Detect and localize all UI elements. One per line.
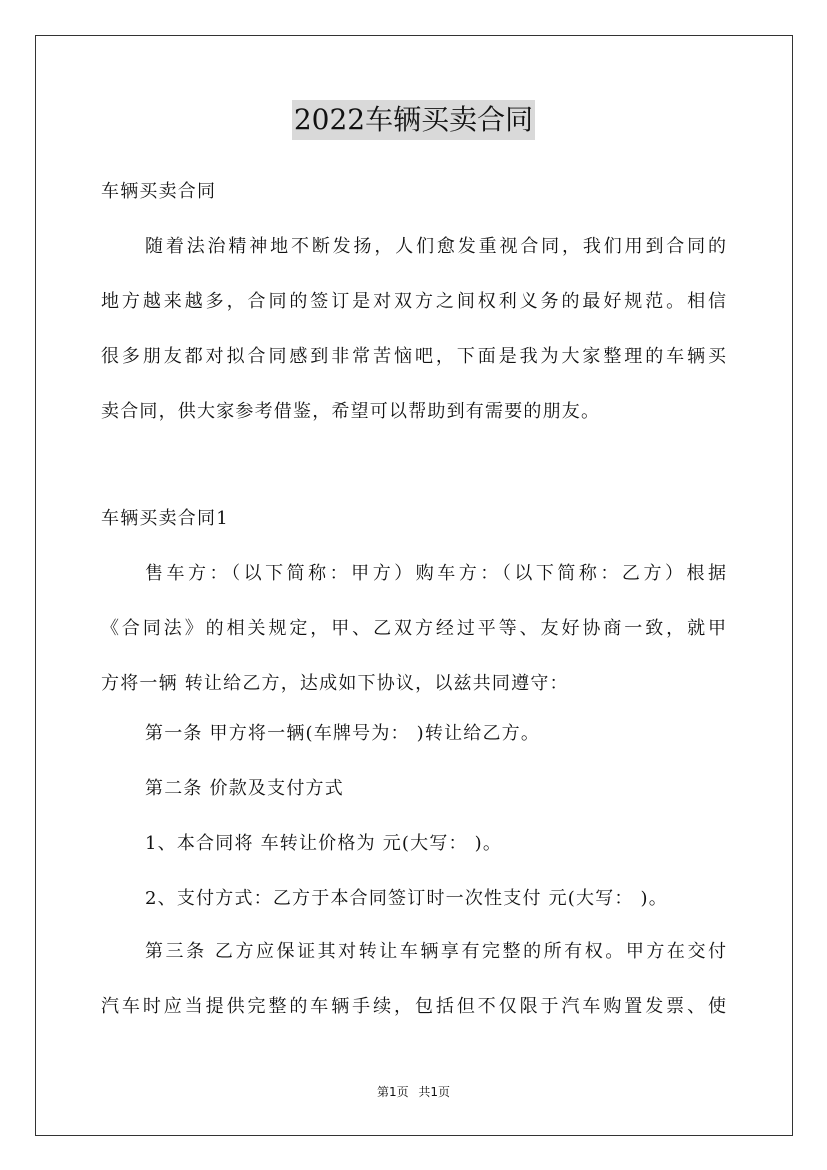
page-footer — [0, 1084, 827, 1100]
clause-3-line-2: 汽车时应当提供完整的车辆手续，包括但不仅限于汽车购置发票、使 — [101, 996, 726, 1017]
body-line-3: 方将一辆 转让给乙方，达成如下协议，以兹共同遵守： — [101, 673, 569, 694]
intro-line-2: 地方越来越多，合同的签订是对双方之间权利义务的最好规范。相信 — [101, 291, 726, 312]
body-line-1: 售车方：（以下简称：甲方）购车方：（以下简称：乙方）根据 — [145, 563, 726, 584]
clause-3-line-1: 第三条 乙方应保证其对转让车辆享有完整的所有权。甲方在交付 — [145, 941, 726, 962]
clause-2-item-2: 2、支付方式：乙方于本合同签订时一次性支付 元(大写： )。 — [145, 888, 668, 909]
page-number: 第1页 — [376, 1085, 409, 1099]
intro-line-4: 卖合同，供大家参考借鉴，希望可以帮助到有需要的朋友。 — [101, 401, 601, 422]
document-title: 2022车辆买卖合同 — [292, 100, 535, 140]
clause-1: 第一条 甲方将一辆(车牌号为： )转让给乙方。 — [145, 723, 541, 744]
section-heading: 车辆买卖合同1 — [101, 508, 229, 529]
clause-2-heading: 第二条 价款及支付方式 — [145, 778, 344, 799]
title-area — [0, 100, 827, 140]
intro-line-3: 很多朋友都对拟合同感到非常苦恼吧，下面是我为大家整理的车辆买 — [101, 346, 726, 367]
body-line-2: 《合同法》的相关规定，甲、乙双方经过平等、友好协商一致，就甲 — [101, 618, 726, 639]
page-total: 共1页 — [418, 1085, 451, 1099]
document-subtitle: 车辆买卖合同 — [101, 181, 217, 202]
intro-line-1: 随着法治精神地不断发扬，人们愈发重视合同，我们用到合同的 — [145, 236, 726, 257]
clause-2-item-1: 1、本合同将 车转让价格为 元(大写： )。 — [145, 833, 503, 854]
